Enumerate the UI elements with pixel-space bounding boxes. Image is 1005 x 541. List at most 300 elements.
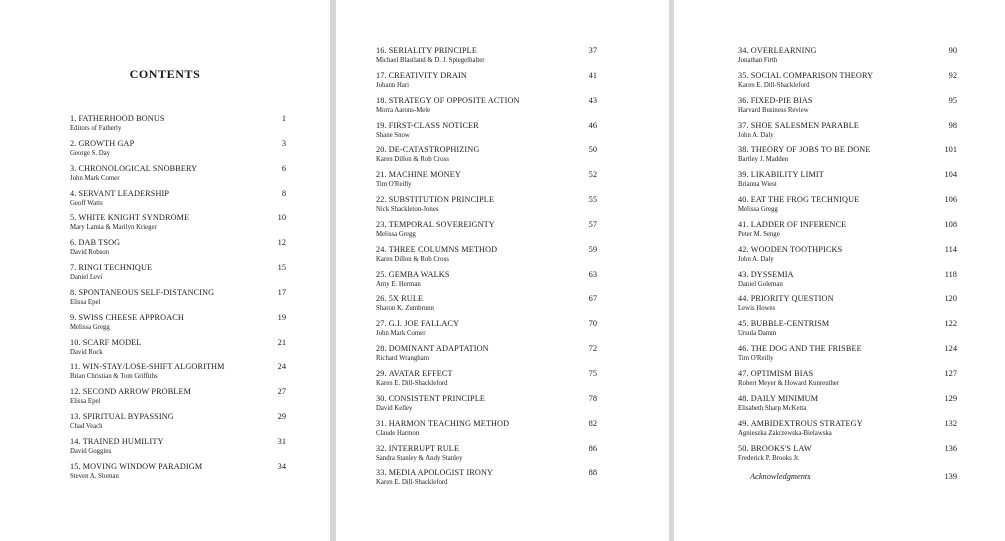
entry-author: Geoff Watts — [70, 199, 103, 207]
entry-number: 47. — [738, 368, 749, 378]
toc-entry[interactable] — [0, 213, 330, 238]
entry-author: Editors of Fatherly — [70, 125, 122, 132]
entry-number: 31. — [376, 418, 387, 428]
entry-title: WHITE KNIGHT SYNDROME — [78, 213, 190, 223]
entry-title: FATHERHOOD BONUS — [78, 114, 165, 123]
entry-author: John A. Daly — [738, 255, 774, 263]
entry-heading — [376, 121, 597, 131]
toc-entry[interactable] — [336, 145, 669, 170]
entry-author: Elissa Epel — [70, 398, 101, 406]
toc-entry[interactable] — [0, 139, 330, 164]
entry-number: 14. — [70, 436, 81, 446]
toc-entry[interactable] — [336, 195, 669, 220]
toc-list-col-3 — [674, 46, 1005, 468]
entry-author: Steven A. Sloman — [70, 472, 119, 480]
entry-author: Melissa Gregg — [738, 206, 778, 214]
entry-title: THREE COLUMNS METHOD — [388, 244, 498, 254]
toc-entry[interactable] — [0, 462, 330, 487]
entry-title: CREATIVITY DRAIN — [388, 70, 467, 80]
entry-heading — [70, 288, 286, 298]
entry-title: THEORY OF JOBS TO BE DONE — [750, 145, 871, 155]
toc-entry[interactable] — [336, 170, 669, 195]
entry-page-number: 98 — [948, 120, 957, 130]
toc-entry[interactable] — [674, 121, 1005, 146]
entry-title: WIN-STAY/LOSE-SHIFT ALGORITHM — [82, 362, 225, 372]
entry-title: LIKABILITY LIMIT — [750, 170, 824, 180]
entry-number: 34. — [738, 46, 749, 55]
toc-entry[interactable] — [674, 369, 1005, 394]
entry-page-number: 59 — [588, 244, 597, 254]
entry-number: 5. — [70, 213, 77, 223]
entry-number: 28. — [376, 344, 387, 354]
entry-heading — [738, 319, 957, 329]
entry-author: Tim O'Reilly — [738, 355, 774, 363]
entry-page-number: 101 — [944, 145, 957, 155]
entry-page-number: 27 — [277, 387, 286, 397]
toc-entry[interactable] — [674, 319, 1005, 344]
entry-author: Robert Meyer & Howard Kunreuther — [738, 379, 840, 387]
acknowledgments-label[interactable]: Acknowledgments — [750, 472, 811, 481]
entry-heading — [738, 294, 957, 304]
entry-title: FIRST-CLASS NOTICER — [388, 120, 479, 130]
entry-page-number: 86 — [588, 443, 597, 453]
entry-number: 26. — [376, 294, 387, 304]
entry-page-number: 52 — [588, 170, 597, 180]
toc-entry[interactable] — [0, 338, 330, 363]
toc-entry[interactable] — [0, 263, 330, 288]
entry-title: SECOND ARROW PROBLEM — [82, 387, 192, 397]
entry-number: 4. — [70, 188, 77, 198]
entry-author: Melissa Gregg — [70, 323, 110, 331]
entry-title: G.I. JOE FALLACY — [388, 319, 460, 329]
entry-author: Michael Blastland & D. J. Spiegelhalter — [376, 57, 485, 64]
entry-heading — [738, 170, 957, 180]
entry-number: 23. — [376, 219, 387, 229]
entry-number: 9. — [70, 312, 77, 322]
toc-entry[interactable] — [0, 387, 330, 412]
entry-page-number: 132 — [944, 418, 957, 428]
entry-title: CONSISTENT PRINCIPLE — [388, 393, 486, 403]
entry-author: Peter M. Senge — [738, 230, 780, 238]
entry-heading — [70, 114, 286, 124]
entry-number: 36. — [738, 95, 749, 105]
entry-heading — [738, 444, 957, 454]
entry-author: Jonathan Firth — [738, 57, 778, 64]
entry-heading — [70, 362, 286, 372]
entry-number: 24. — [376, 244, 387, 254]
entry-page-number: 124 — [944, 344, 957, 354]
entry-author: Nick Shackleton-Jones — [376, 206, 439, 214]
entry-title: BROOKS'S LAW — [750, 443, 812, 453]
entry-heading — [738, 71, 957, 81]
entry-heading — [376, 195, 597, 205]
entry-author: Frederick P. Brooks Jr. — [738, 454, 800, 462]
entry-author: David Kelley — [376, 404, 413, 412]
entry-page-number: 70 — [588, 319, 597, 329]
toc-list-col-2 — [336, 46, 669, 493]
entry-heading — [738, 344, 957, 354]
entry-heading — [376, 344, 597, 354]
entry-heading — [70, 164, 286, 174]
entry-author: Tim O'Reilly — [376, 181, 412, 189]
entry-page-number: 21 — [277, 337, 286, 347]
entry-title: BUBBLE-CENTRISM — [750, 319, 830, 329]
contents-page-1 — [0, 0, 330, 541]
entry-page-number: 63 — [588, 269, 597, 279]
entry-author: Daniel Levi — [70, 274, 103, 282]
toc-entry[interactable] — [674, 96, 1005, 121]
entry-author: Bartley J. Madden — [738, 156, 789, 164]
entry-title: DAILY MINIMUM — [750, 393, 819, 403]
entry-author: Lewis Howes — [738, 305, 776, 313]
entry-title: OPTIMISM BIAS — [750, 368, 814, 378]
entry-author: George S. Day — [70, 149, 111, 157]
entry-title: SWISS CHEESE APPROACH — [78, 312, 184, 322]
entry-page-number: 34 — [277, 461, 286, 471]
entry-number: 32. — [376, 443, 387, 453]
entry-heading — [376, 170, 597, 180]
entry-title: SOCIAL COMPARISON THEORY — [750, 70, 874, 80]
entry-title: SERVANT LEADERSHIP — [78, 188, 170, 198]
entry-heading — [738, 270, 957, 280]
toc-entry[interactable] — [674, 394, 1005, 419]
entry-page-number: 24 — [277, 362, 286, 372]
entry-heading — [70, 437, 286, 447]
entry-heading — [376, 394, 597, 404]
entry-author: David Robson — [70, 249, 110, 257]
entry-page-number: 10 — [277, 213, 286, 223]
entry-number: 2. — [70, 138, 77, 148]
entry-author: David Goggins — [70, 447, 112, 455]
entry-heading — [70, 139, 286, 149]
entry-title: 5X RULE — [388, 294, 424, 304]
toc-entry[interactable] — [336, 468, 669, 493]
toc-entry[interactable] — [336, 294, 669, 319]
entry-heading — [738, 96, 957, 106]
entry-page-number: 106 — [944, 195, 957, 205]
entry-title: SPONTANEOUS SELF-DISTANCING — [78, 287, 215, 297]
entry-heading — [738, 145, 957, 155]
entry-page-number: 118 — [944, 269, 957, 279]
toc-entry[interactable] — [674, 444, 1005, 469]
toc-entry[interactable] — [674, 245, 1005, 270]
toc-entry[interactable] — [336, 394, 669, 419]
entry-page-number: 1 — [281, 114, 286, 123]
toc-entry[interactable] — [336, 220, 669, 245]
entry-heading — [738, 220, 957, 230]
toc-entry[interactable] — [674, 145, 1005, 170]
toc-entry[interactable] — [674, 419, 1005, 444]
entry-page-number: 43 — [588, 95, 597, 105]
entry-number: 10. — [70, 337, 81, 347]
entry-heading — [376, 369, 597, 379]
entry-number: 25. — [376, 269, 387, 279]
entry-title: STRATEGY OF OPPOSITE ACTION — [388, 95, 520, 105]
entry-number: 40. — [738, 195, 749, 205]
entry-page-number: 37 — [588, 46, 597, 55]
entry-page-number: 29 — [277, 412, 286, 422]
entry-title: TRAINED HUMILITY — [82, 436, 164, 446]
toc-entry[interactable] — [336, 319, 669, 344]
entry-author: Morra Aarons-Mele — [376, 106, 431, 114]
entry-author: John Mark Comer — [376, 330, 426, 338]
entry-number: 46. — [738, 344, 749, 354]
entry-title: PRIORITY QUESTION — [750, 294, 834, 304]
entry-page-number: 57 — [588, 219, 597, 229]
entry-number: 12. — [70, 387, 81, 397]
entry-number: 7. — [70, 263, 77, 273]
entry-number: 15. — [70, 461, 81, 471]
entry-title: LADDER OF INFERENCE — [750, 219, 847, 229]
entry-heading — [376, 71, 597, 81]
entry-page-number: 67 — [588, 294, 597, 304]
entry-number: 29. — [376, 368, 387, 378]
entry-author: John A. Daly — [738, 131, 774, 139]
entry-heading — [738, 369, 957, 379]
entry-number: 35. — [738, 70, 749, 80]
entry-title: INTERRUPT RULE — [388, 443, 460, 453]
entry-page-number: 104 — [944, 170, 957, 180]
entry-number: 20. — [376, 145, 387, 155]
entry-number: 19. — [376, 120, 387, 130]
entry-number: 1. — [70, 114, 77, 123]
toc-entry[interactable] — [0, 288, 330, 313]
entry-author: Karen Dillon & Rob Cross — [376, 156, 449, 164]
entry-page-number: 75 — [588, 368, 597, 378]
toc-entry[interactable] — [336, 444, 669, 469]
entry-heading — [738, 195, 957, 205]
entry-author: Mary Lamia & Marilyn Krieger — [70, 224, 157, 232]
toc-entry[interactable] — [336, 245, 669, 270]
entry-number: 21. — [376, 170, 387, 180]
entry-author: Daniel Goleman — [738, 280, 783, 288]
entry-page-number: 15 — [277, 263, 286, 273]
entry-page-number: 78 — [588, 393, 597, 403]
entry-author: Melissa Gregg — [376, 230, 416, 238]
toc-entry[interactable] — [0, 437, 330, 462]
entry-title: SUBSTITUTION PRINCIPLE — [388, 195, 495, 205]
entry-title: FIXED-PIE BIAS — [750, 95, 813, 105]
entry-number: 3. — [70, 163, 77, 173]
entry-number: 27. — [376, 319, 387, 329]
toc-entry[interactable] — [0, 164, 330, 189]
entry-number: 16. — [376, 46, 387, 55]
entry-author: Karen Dillon & Rob Cross — [376, 255, 449, 263]
entry-page-number: 6 — [281, 163, 286, 173]
toc-entry[interactable] — [674, 270, 1005, 295]
entry-page-number: 8 — [281, 188, 286, 198]
toc-entry[interactable] — [336, 46, 669, 71]
entry-author: Karen E. Dill-Shackleford — [376, 379, 448, 387]
entry-page-number: 122 — [944, 319, 957, 329]
entry-author: Richard Wrangham — [376, 355, 430, 363]
entry-page-number: 127 — [944, 368, 957, 378]
entry-author: Karen E. Dill-Shackleford — [376, 479, 448, 487]
entry-heading — [376, 96, 597, 106]
toc-entry[interactable] — [0, 412, 330, 437]
entry-heading — [376, 245, 597, 255]
entry-heading — [738, 394, 957, 404]
entry-title: DE-CATASTROPHIZING — [388, 145, 480, 155]
entry-heading — [70, 189, 286, 199]
entry-title: RINGI TECHNIQUE — [78, 263, 153, 273]
toc-entry[interactable] — [674, 294, 1005, 319]
entry-author: Harvard Business Review — [738, 106, 809, 114]
entry-author: Brian Christian & Tom Griffiths — [70, 373, 158, 381]
toc-entry[interactable] — [674, 71, 1005, 96]
entry-page-number: 46 — [588, 120, 597, 130]
entry-title: DAB TSOG — [78, 238, 121, 248]
entry-page-number: 82 — [588, 418, 597, 428]
entry-number: 18. — [376, 95, 387, 105]
entry-title: MACHINE MONEY — [388, 170, 461, 180]
entry-number: 39. — [738, 170, 749, 180]
entry-page-number: 3 — [281, 138, 286, 148]
toc-entry[interactable] — [674, 220, 1005, 245]
entry-heading — [376, 444, 597, 454]
entry-number: 50. — [738, 443, 749, 453]
toc-entry[interactable] — [0, 114, 330, 139]
entry-author: Sandra Stanley & Andy Stanley — [376, 454, 463, 462]
entry-heading — [70, 462, 286, 472]
entry-page-number: 136 — [944, 443, 957, 453]
entry-page-number: 50 — [588, 145, 597, 155]
entry-author: Johann Hari — [376, 81, 410, 89]
entry-number: 45. — [738, 319, 749, 329]
entry-author: David Rock — [70, 348, 103, 356]
entry-number: 6. — [70, 238, 77, 248]
toc-entry[interactable] — [0, 238, 330, 263]
entry-number: 49. — [738, 418, 749, 428]
entry-page-number: 108 — [944, 219, 957, 229]
entry-page-number: 12 — [277, 238, 286, 248]
entry-author: Agnieszka Zakrzewska-Bielawska — [738, 429, 832, 437]
toc-entry[interactable] — [336, 270, 669, 295]
entry-page-number: 90 — [948, 46, 957, 55]
toc-entry[interactable] — [336, 369, 669, 394]
entry-heading — [376, 220, 597, 230]
entry-author: Chad Veach — [70, 423, 103, 431]
entry-heading — [376, 294, 597, 304]
entry-title: SPIRITUAL BYPASSING — [82, 412, 174, 422]
entry-title: HARMON TEACHING METHOD — [388, 418, 510, 428]
entry-number: 44. — [738, 294, 749, 304]
entry-page-number: 129 — [944, 393, 957, 403]
toc-entry[interactable] — [674, 344, 1005, 369]
entry-page-number: 41 — [588, 70, 597, 80]
entry-number: 33. — [376, 468, 387, 478]
entry-title: DYSSEMIA — [750, 269, 794, 279]
entry-author: Sharon K. Zumbrunn — [376, 305, 434, 313]
entry-number: 22. — [376, 195, 387, 205]
entry-title: SERIALITY PRINCIPLE — [388, 46, 477, 55]
entry-number: 38. — [738, 145, 749, 155]
entry-number: 48. — [738, 393, 749, 403]
entry-page-number: 55 — [588, 195, 597, 205]
toc-entry[interactable] — [0, 362, 330, 387]
entry-author: Claude Harmon — [376, 429, 420, 437]
entry-heading — [70, 412, 286, 422]
entry-number: 30. — [376, 393, 387, 403]
entry-title: MEDIA APOLOGIST IRONY — [388, 468, 494, 478]
entry-title: TEMPORAL SOVEREIGNTY — [388, 219, 495, 229]
entry-title: SCARF MODEL — [82, 337, 142, 347]
acknowledgments-page-number: 139 — [944, 472, 957, 481]
entry-heading — [376, 319, 597, 329]
entry-title: CHRONOLOGICAL SNOBBERY — [78, 163, 198, 173]
entry-heading — [70, 263, 286, 273]
entry-number: 8. — [70, 287, 77, 297]
entry-page-number: 31 — [277, 436, 286, 446]
entry-heading — [738, 245, 957, 255]
entry-number: 41. — [738, 219, 749, 229]
entry-heading — [70, 338, 286, 348]
entry-title: AMBIDEXTROUS STRATEGY — [750, 418, 863, 428]
toc-list-col-1 — [0, 114, 330, 487]
entry-heading — [376, 468, 597, 478]
entry-heading — [70, 213, 286, 223]
entry-author: Amy E. Herman — [376, 280, 421, 288]
entry-title: GEMBA WALKS — [388, 269, 450, 279]
entry-author: Elissa Epel — [70, 298, 101, 306]
entry-title: SHOE SALESMEN PARABLE — [750, 120, 860, 130]
entry-author: Karen E. Dill-Shackleford — [738, 81, 810, 89]
entry-number: 11. — [70, 362, 81, 372]
page-title: CONTENTS — [129, 67, 201, 81]
entry-heading — [376, 419, 597, 429]
toc-entry[interactable] — [674, 46, 1005, 71]
entry-author: Elisabeth Sharp McKetta — [738, 404, 807, 412]
toc-entry[interactable] — [674, 195, 1005, 220]
entry-heading — [376, 270, 597, 280]
contents-page-2 — [336, 0, 669, 541]
entry-heading — [70, 313, 286, 323]
toc-entry[interactable] — [336, 96, 669, 121]
toc-entry[interactable] — [336, 344, 669, 369]
entry-title: EAT THE FROG TECHNIQUE — [750, 195, 860, 205]
toc-entry[interactable] — [336, 419, 669, 444]
entry-title: MOVING WINDOW PARADIGM — [82, 461, 203, 471]
entry-title: GROWTH GAP — [78, 138, 135, 148]
entry-number: 43. — [738, 269, 749, 279]
entry-heading — [376, 145, 597, 155]
toc-entry[interactable] — [0, 313, 330, 338]
toc-entry[interactable] — [0, 189, 330, 214]
entry-page-number: 72 — [588, 344, 597, 354]
toc-entry[interactable] — [336, 121, 669, 146]
entry-heading — [738, 419, 957, 429]
entry-number: 42. — [738, 244, 749, 254]
contents-page-3 — [674, 0, 1005, 541]
entry-page-number: 88 — [588, 468, 597, 478]
entry-heading — [70, 387, 286, 397]
entry-page-number: 17 — [277, 287, 286, 297]
entry-author: Ursula Damm — [738, 330, 777, 338]
entry-title: WOODEN TOOTHPICKS — [750, 244, 843, 254]
entry-page-number: 114 — [944, 244, 957, 254]
entry-page-number: 92 — [948, 70, 957, 80]
entry-title: DOMINANT ADAPTATION — [388, 344, 489, 354]
entry-page-number: 19 — [277, 312, 286, 322]
entry-title: OVERLEARNING — [750, 46, 817, 55]
entry-author: John Mark Comer — [70, 174, 120, 182]
entry-page-number: 95 — [948, 95, 957, 105]
entry-heading — [738, 121, 957, 131]
toc-entry[interactable] — [336, 71, 669, 96]
entry-author: Shane Snow — [376, 131, 410, 139]
entry-heading — [738, 46, 957, 56]
toc-entry[interactable] — [674, 170, 1005, 195]
